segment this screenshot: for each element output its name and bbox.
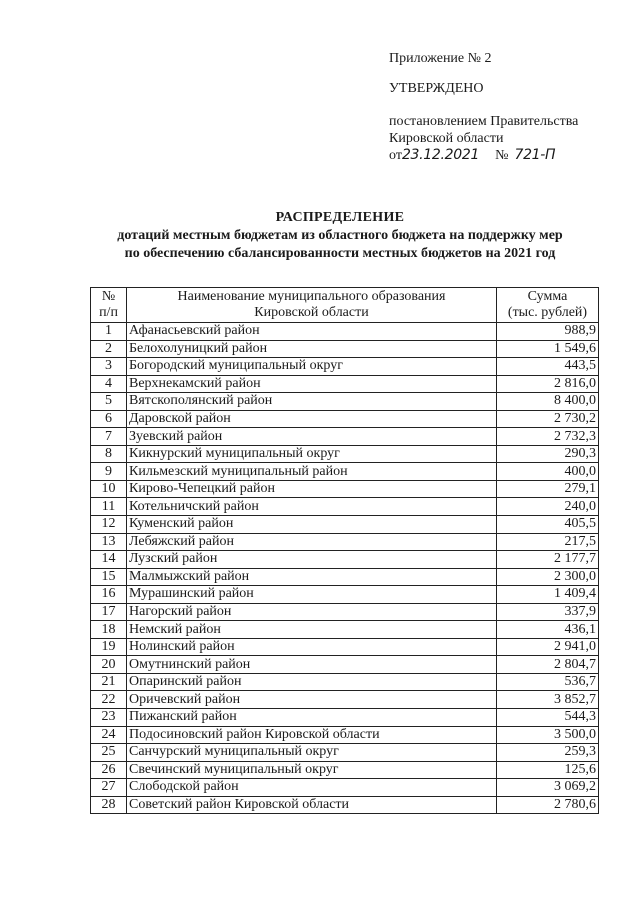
cell-sum: 2 177,7 (497, 551, 599, 569)
header-sum: Сумма (тыс. рублей) (497, 288, 599, 323)
cell-num: 3 (91, 358, 127, 376)
cell-name: Вятскополянский район (127, 393, 497, 411)
cell-num: 22 (91, 691, 127, 709)
cell-num: 9 (91, 463, 127, 481)
table-row (91, 428, 599, 446)
cell-name: Афанасьевский район (127, 323, 497, 341)
cell-num: 14 (91, 551, 127, 569)
cell-name: Омутнинский район (127, 656, 497, 674)
table-row (91, 551, 599, 569)
cell-num: 6 (91, 410, 127, 428)
table-row (91, 656, 599, 674)
cell-num: 23 (91, 709, 127, 727)
cell-num: 11 (91, 498, 127, 516)
cell-num: 12 (91, 516, 127, 534)
cell-name: Подосиновский район Кировской области (127, 726, 497, 744)
cell-num: 21 (91, 673, 127, 691)
cell-num: 4 (91, 375, 127, 393)
cell-sum: 125,6 (497, 761, 599, 779)
cell-num: 28 (91, 796, 127, 814)
cell-num: 19 (91, 638, 127, 656)
cell-sum: 405,5 (497, 516, 599, 534)
cell-sum: 2 732,3 (497, 428, 599, 446)
number-sign: № (495, 148, 509, 163)
cell-num: 18 (91, 621, 127, 639)
cell-num: 13 (91, 533, 127, 551)
cell-sum: 2 780,6 (497, 796, 599, 814)
cell-name: Богородский муниципальный округ (127, 358, 497, 376)
cell-num: 26 (91, 761, 127, 779)
cell-sum: 536,7 (497, 673, 599, 691)
table-row (91, 463, 599, 481)
cell-num: 17 (91, 603, 127, 621)
table-row (91, 621, 599, 639)
cell-num: 24 (91, 726, 127, 744)
table-header-row (91, 288, 599, 323)
table-body (91, 323, 599, 814)
table-row (91, 516, 599, 534)
table-row (91, 533, 599, 551)
table-row (91, 498, 599, 516)
cell-num: 1 (91, 323, 127, 341)
cell-num: 2 (91, 340, 127, 358)
cell-sum: 8 400,0 (497, 393, 599, 411)
table-row (91, 410, 599, 428)
cell-name: Пижанский район (127, 709, 497, 727)
header-num: № п/п (91, 288, 127, 323)
table-row (91, 393, 599, 411)
table-row (91, 358, 599, 376)
cell-name: Советский район Кировской области (127, 796, 497, 814)
document-title (60, 209, 620, 263)
cell-sum: 2 804,7 (497, 656, 599, 674)
approval-header (389, 50, 629, 164)
approved-label: УТВЕРЖДЕНО (389, 81, 484, 96)
cell-num: 5 (91, 393, 127, 411)
cell-name: Белохолуницкий район (127, 340, 497, 358)
cell-sum: 400,0 (497, 463, 599, 481)
cell-name: Опаринский район (127, 673, 497, 691)
cell-num: 25 (91, 744, 127, 762)
cell-name: Свечинский муниципальный округ (127, 761, 497, 779)
cell-sum: 3 069,2 (497, 779, 599, 797)
cell-sum: 436,1 (497, 621, 599, 639)
cell-num: 10 (91, 480, 127, 498)
table-row (91, 603, 599, 621)
cell-sum: 3 852,7 (497, 691, 599, 709)
appendix-label: Приложение № 2 (389, 51, 492, 66)
cell-name: Мурашинский район (127, 586, 497, 604)
table-row (91, 796, 599, 814)
table-row (91, 375, 599, 393)
cell-sum: 3 500,0 (497, 726, 599, 744)
title-main: РАСПРЕДЕЛЕНИЕ (275, 210, 405, 225)
cell-name: Зуевский район (127, 428, 497, 446)
cell-sum: 2 300,0 (497, 568, 599, 586)
cell-sum: 279,1 (497, 480, 599, 498)
table-row (91, 340, 599, 358)
cell-name: Лебяжский район (127, 533, 497, 551)
resolution-date-line (389, 147, 629, 164)
cell-name: Малмыжский район (127, 568, 497, 586)
cell-sum: 240,0 (497, 498, 599, 516)
handwritten-number: 721-П (514, 147, 556, 163)
handwritten-date: 23.12.2021 (401, 147, 480, 163)
table-row (91, 568, 599, 586)
cell-sum: 1 409,4 (497, 586, 599, 604)
cell-name: Кикнурский муниципальный округ (127, 445, 497, 463)
cell-name: Слободской район (127, 779, 497, 797)
cell-num: 8 (91, 445, 127, 463)
cell-sum: 988,9 (497, 323, 599, 341)
cell-num: 15 (91, 568, 127, 586)
cell-name: Оричевский район (127, 691, 497, 709)
resolution-line-1: постановлением Правительства (389, 114, 579, 129)
cell-name: Нолинский район (127, 638, 497, 656)
table-row (91, 323, 599, 341)
cell-num: 27 (91, 779, 127, 797)
table-row (91, 709, 599, 727)
cell-sum: 544,3 (497, 709, 599, 727)
table-row (91, 638, 599, 656)
cell-sum: 1 549,6 (497, 340, 599, 358)
cell-name: Лузский район (127, 551, 497, 569)
cell-name: Нагорский район (127, 603, 497, 621)
cell-name: Куменский район (127, 516, 497, 534)
cell-sum: 259,3 (497, 744, 599, 762)
cell-num: 16 (91, 586, 127, 604)
cell-name: Кирово-Чепецкий район (127, 480, 497, 498)
table-row (91, 761, 599, 779)
title-line-2: дотаций местным бюджетам из областного бюджета на поддержку мер (117, 228, 563, 243)
cell-name: Кильмезский муниципальный район (127, 463, 497, 481)
table-row (91, 744, 599, 762)
cell-sum: 2 730,2 (497, 410, 599, 428)
cell-sum: 290,3 (497, 445, 599, 463)
date-prefix: от (389, 148, 402, 163)
table-row (91, 445, 599, 463)
cell-sum: 337,9 (497, 603, 599, 621)
header-name: Наименование муниципального образования Кировской области (127, 288, 497, 323)
table-row (91, 691, 599, 709)
resolution-line-2: Кировской области (389, 131, 504, 146)
table-row (91, 673, 599, 691)
table-row (91, 586, 599, 604)
table-row (91, 480, 599, 498)
table-row (91, 726, 599, 744)
cell-name: Верхнекамский район (127, 375, 497, 393)
cell-name: Немский район (127, 621, 497, 639)
cell-num: 20 (91, 656, 127, 674)
cell-sum: 2 941,0 (497, 638, 599, 656)
cell-name: Даровской район (127, 410, 497, 428)
cell-sum: 443,5 (497, 358, 599, 376)
distribution-table (90, 287, 599, 814)
cell-num: 7 (91, 428, 127, 446)
cell-name: Санчурский муниципальный округ (127, 744, 497, 762)
cell-sum: 2 816,0 (497, 375, 599, 393)
table-row (91, 779, 599, 797)
cell-name: Котельничский район (127, 498, 497, 516)
cell-sum: 217,5 (497, 533, 599, 551)
title-line-3: по обеспечению сбалансированности местных бюджетов на 2021 год (124, 246, 556, 261)
